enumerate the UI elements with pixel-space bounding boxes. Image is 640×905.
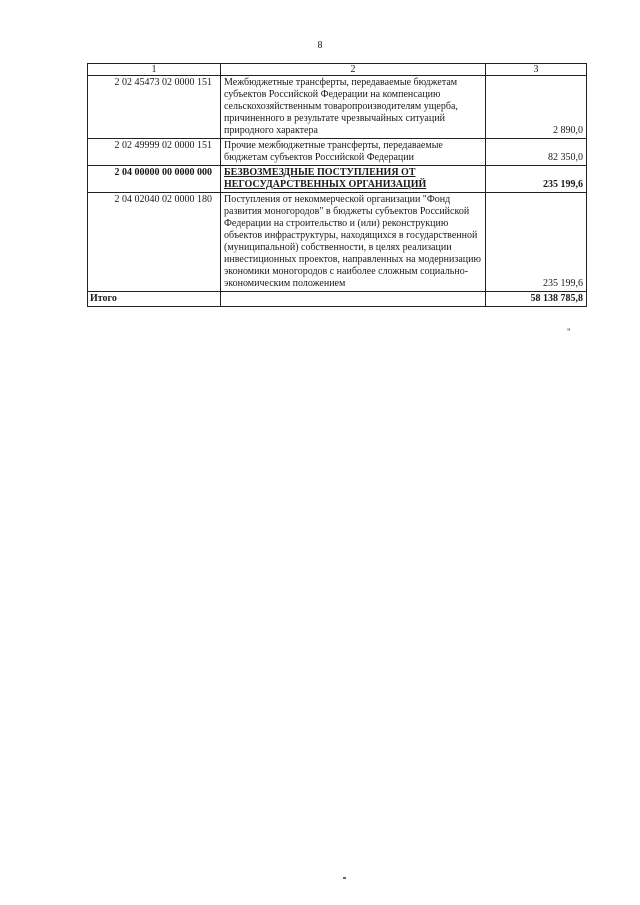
table-header-row bbox=[88, 64, 587, 76]
budget-code: 2 04 00000 00 0000 000 bbox=[88, 166, 221, 193]
table-row bbox=[88, 166, 587, 193]
revenue-name bbox=[221, 193, 486, 292]
revenue-name-text: Поступления от некоммерческой организации "Фонд развития моногородов" в бюджеты субъектов Российской Федерации на строительство и (или) реконструкцию объектов инфраструктуры, находящихся в государственной (муниципальной) собственности, в целях реализации инвестиционных проектов, направленных на модернизацию экономики моногородов с наиболее сложным социально-экономическим положением bbox=[224, 194, 481, 289]
total-empty-cell bbox=[221, 292, 486, 307]
revenue-name-text: Прочие межбюджетные трансферты, передаваемые бюджетам субъектов Российской Федерации bbox=[224, 140, 443, 163]
budget-code: 2 02 45473 02 0000 151 bbox=[88, 76, 221, 139]
table-row bbox=[88, 76, 587, 139]
total-amount: 58 138 785,8 bbox=[486, 292, 587, 307]
revenue-amount: 235 199,6 bbox=[486, 166, 587, 193]
revenue-amount: 82 350,0 bbox=[486, 139, 587, 166]
revenue-amount: 2 890,0 bbox=[486, 76, 587, 139]
closing-quote: " bbox=[567, 327, 571, 337]
table-row bbox=[88, 139, 587, 166]
column-header-2: 2 bbox=[221, 64, 486, 76]
table-row bbox=[88, 193, 587, 292]
scan-artifact bbox=[343, 877, 346, 879]
revenue-name bbox=[221, 139, 486, 166]
total-row bbox=[88, 292, 587, 307]
budget-code: 2 02 49999 02 0000 151 bbox=[88, 139, 221, 166]
revenue-name-text: Межбюджетные трансферты, передаваемые бюджетам субъектов Российской Федерации на компенсацию сельскохозяйственным товаропроизводителям ущерба, причиненного в результате чрезвычайных ситуаций природного характера bbox=[224, 77, 458, 136]
revenue-name bbox=[221, 166, 486, 193]
revenue-name bbox=[221, 76, 486, 139]
revenue-name-text: БЕЗВОЗМЕЗДНЫЕ ПОСТУПЛЕНИЯ ОТ НЕГОСУДАРСТВЕННЫХ ОРГАНИЗАЦИЙ bbox=[224, 167, 427, 190]
column-header-3: 3 bbox=[486, 64, 587, 76]
total-label: Итого bbox=[88, 292, 221, 307]
budget-revenue-table bbox=[87, 63, 587, 307]
column-header-1: 1 bbox=[88, 64, 221, 76]
page-number: 8 bbox=[317, 40, 323, 51]
revenue-amount: 235 199,6 bbox=[486, 193, 587, 292]
budget-code: 2 04 02040 02 0000 180 bbox=[88, 193, 221, 292]
